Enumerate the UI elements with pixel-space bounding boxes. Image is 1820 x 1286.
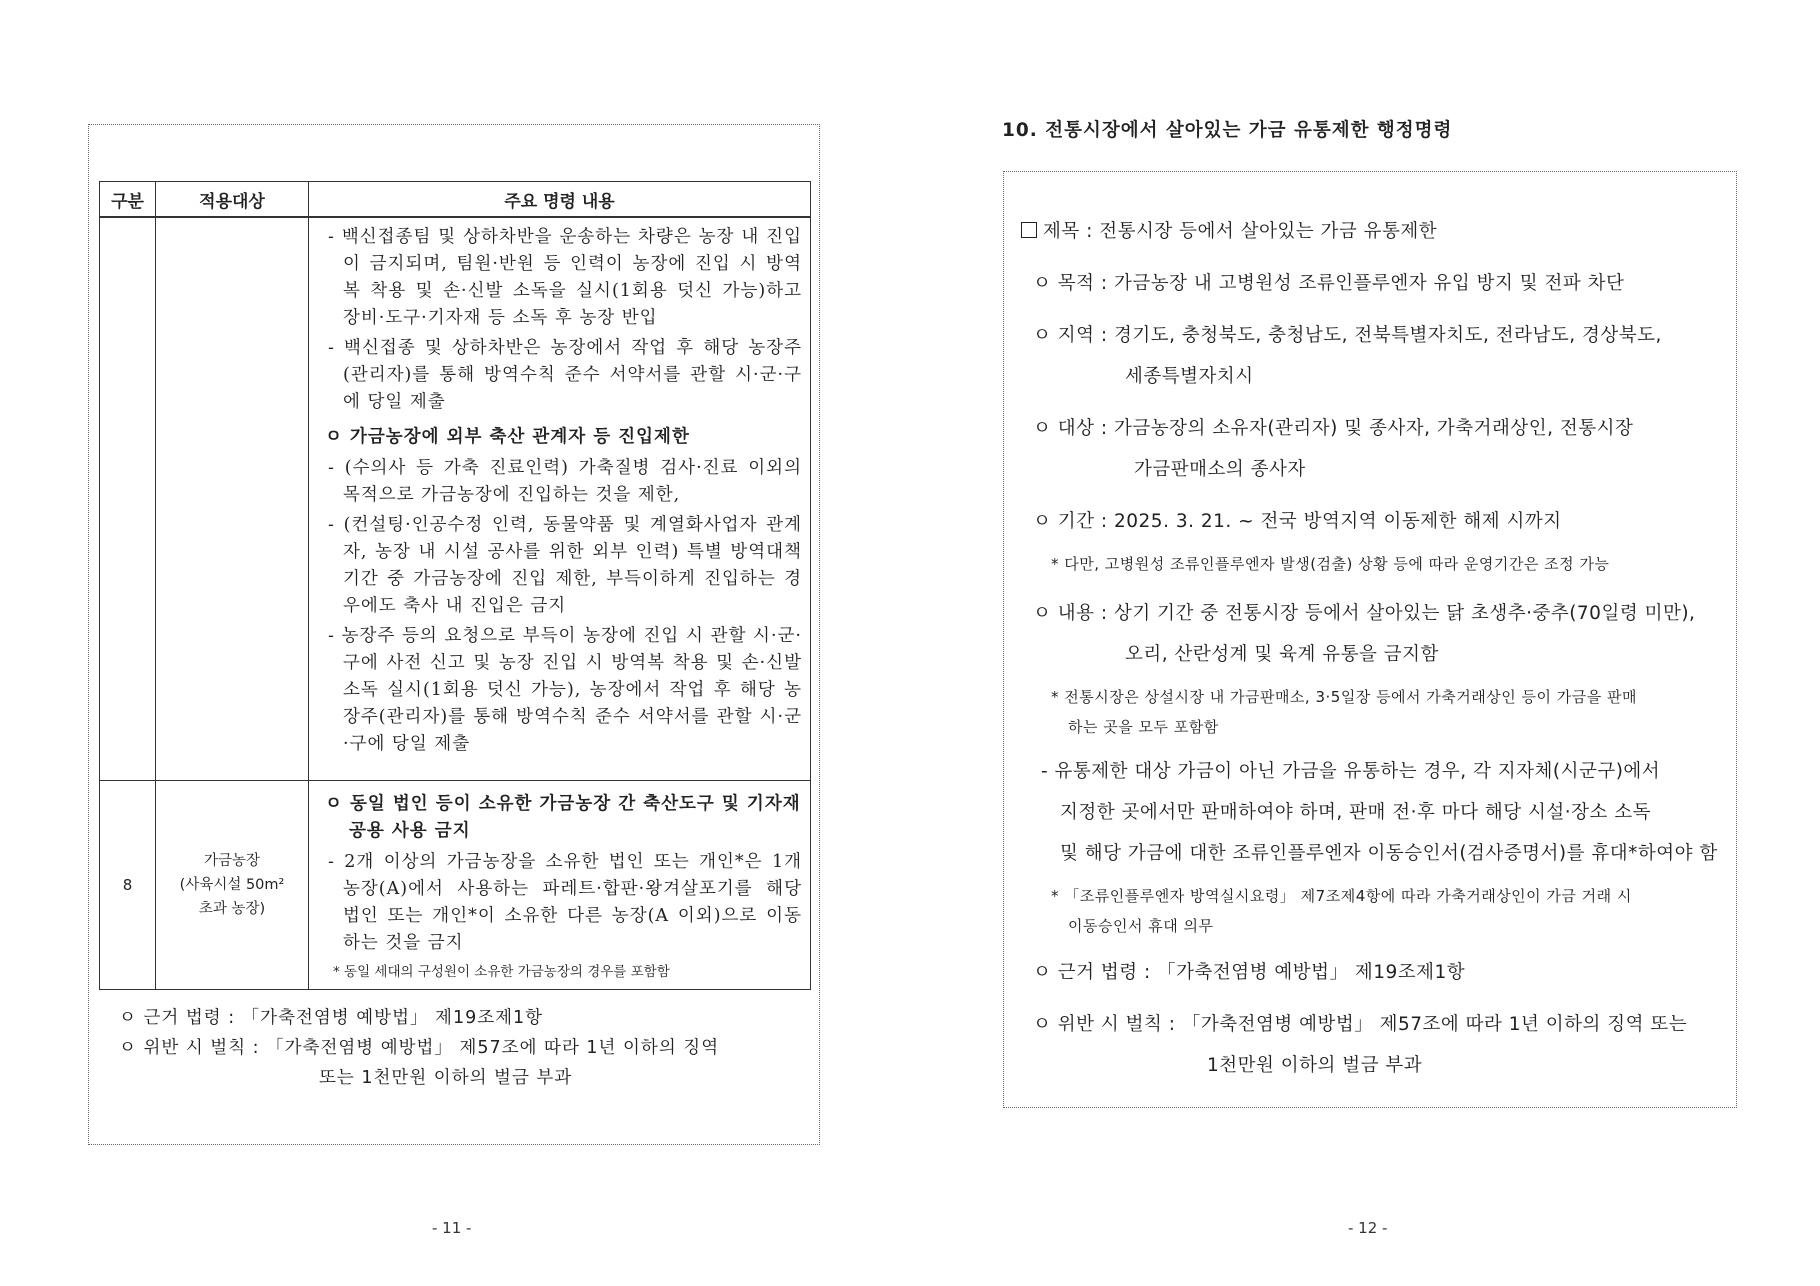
row8-footnote: * 동일 세대의 구성원이 소유한 가금농장의 경우를 포함함 — [333, 964, 670, 980]
cell-target-empty — [156, 217, 309, 781]
table-row-8 — [100, 781, 811, 990]
command-table — [99, 181, 811, 990]
left-footer-notes — [119, 1003, 799, 1093]
purpose-line: ㅇ 목적 : 가금농장 내 고병원성 조류인플루엔자 유입 방지 및 전파 차단 — [1033, 273, 1625, 294]
target-line: ㅇ 대상 : 가금농장의 소유자(관리자) 및 종사자, 가축거래상인, 전통시장 — [1033, 418, 1634, 439]
period-line: ㅇ 기간 : 2025. 3. 21. ~ 전국 방역지역 이동제한 해제 시까지 — [1033, 511, 1562, 532]
row8-target-line: 초과 농장) — [198, 901, 266, 917]
page-number-right: - 12 - — [1348, 1219, 1388, 1237]
row8-number: 8 — [100, 781, 156, 990]
right-page-frame — [1003, 171, 1737, 1108]
header-content: 주요 명령 내용 — [309, 182, 811, 218]
market-note-continued: 하는 곳을 모두 포함함 — [1068, 718, 1219, 736]
table-row-continued — [100, 217, 811, 781]
dash-item: - (컨설팅·인공수정 인력, 동물약품 및 계열화사업자 관계자, 농장 내 시설 공사를 위한 외부 인력) 특별 방역대책기간 중 가금농장에 진입 제한, 부득이하게 진입하는 경우에도 축사 내 진입은 금지 — [328, 515, 802, 616]
checkbox-square-icon — [1021, 222, 1037, 238]
dash-line-continued: 및 해당 가금에 대한 조류인플루엔자 이동승인서(검사증명서)를 휴대*하여야 함 — [1060, 843, 1718, 864]
penalty-line-continued: 또는 1천만원 이하의 벌금 부과 — [319, 1068, 573, 1088]
market-note: * 전통시장은 상설시장 내 가금판매소, 3·5일장 등에서 가축거래상인 등이 가금을 판매 — [1051, 688, 1637, 706]
row8-content — [309, 781, 811, 990]
page-number-left: - 11 - — [432, 1219, 472, 1237]
content-line-continued: 오리, 산란성계 및 육계 유통을 금지함 — [1125, 644, 1439, 665]
cell-content-continued — [309, 217, 811, 781]
period-note: * 다만, 고병원성 조류인플루엔자 발생(검출) 상황 등에 따라 운영기간은 조정 가능 — [1051, 555, 1610, 573]
row8-heading: ㅇ 동일 법인 등이 소유한 가금농장 간 축산도구 및 기자재 공용 사용 금지 — [325, 794, 801, 841]
header-target: 적용대상 — [156, 182, 309, 218]
dash-note: * 「조류인플루엔자 방역실시요령」 제7조제4항에 따라 가축거래상인이 가금 거래 시 — [1051, 887, 1632, 905]
row8-target — [156, 781, 309, 990]
content-line: ㅇ 내용 : 상기 기간 중 전통시장 등에서 살아있는 닭 초생추·중추(70일령 미만), — [1033, 603, 1696, 624]
dash-note-continued: 이동승인서 휴대 의무 — [1068, 917, 1214, 935]
target-line-continued: 가금판매소의 종사자 — [1134, 459, 1306, 480]
dash-line: - 유통제한 대상 가금이 아닌 가금을 유통하는 경우, 각 지자체(시군구)에서 — [1041, 761, 1661, 782]
legal-basis: ㅇ 근거 법령 : 「가축전염병 예방법」 제19조제1항 — [119, 1008, 544, 1028]
legal-basis: ㅇ 근거 법령 : 「가축전염병 예방법」 제19조제1항 — [1033, 962, 1466, 983]
region-line-continued: 세종특별자치시 — [1125, 366, 1254, 387]
dash-item: - 농장주 등의 요청으로 부득이 농장에 진입 시 관할 시·군·구에 사전 신고 및 농장 진입 시 방역복 착용 및 손·신발 소독 실시(1회용 덧신 가능), 농장에서 작업 후 해당 농장주(관리자)를 통해 방역수칙 준수 서약서를 관할 시·군·구에 당일 제출 — [328, 626, 802, 754]
cell-no-empty — [100, 217, 156, 781]
subject-line — [1021, 217, 1437, 243]
dash-item: - (수의사 등 가축 진료인력) 가축질병 검사·진료 이외의 목적으로 가금농장에 진입하는 것을 제한, — [328, 458, 802, 505]
dash-line-continued: 지정한 곳에서만 판매하여야 하며, 판매 전·후 마다 해당 시설·장소 소독 — [1060, 802, 1651, 823]
header-category: 구분 — [100, 182, 156, 218]
subject-text: 제목 : 전통시장 등에서 살아있는 가금 유통제한 — [1043, 221, 1438, 242]
dash-item: - 백신접종 및 상하차반은 농장에서 작업 후 해당 농장주(관리자)를 통해 방역수칙 준수 서약서를 관할 시·군·구에 당일 제출 — [328, 338, 802, 412]
left-page-frame — [88, 124, 820, 1145]
row8-dash: - 2개 이상의 가금농장을 소유한 법인 또는 개인*은 1개 농장(A)에서 사용하는 파레트·합판·왕겨살포기를 해당 법인 또는 개인*이 소유한 다른 농장(A 이외)으로 이동하는 것을 금지 — [328, 852, 802, 953]
table-header-row — [100, 182, 811, 218]
penalty-line: ㅇ 위반 시 벌칙 : 「가축전염병 예방법」 제57조에 따라 1년 이하의 징역 — [119, 1038, 720, 1058]
row8-target-line: (사육시설 50m² — [179, 877, 285, 893]
subheading: ㅇ 가금농장에 외부 축산 관계자 등 진입제한 — [325, 427, 690, 447]
row8-target-line: 가금농장 — [203, 853, 261, 869]
right-page-title: 10. 전통시장에서 살아있는 가금 유통제한 행정명령 — [1002, 120, 1453, 141]
penalty-line-continued: 1천만원 이하의 벌금 부과 — [1207, 1055, 1423, 1076]
region-line: ㅇ 지역 : 경기도, 충청북도, 충청남도, 전북특별자치도, 전라남도, 경상북도, — [1033, 325, 1662, 346]
dash-item: - 백신접종팀 및 상하차반을 운송하는 차량은 농장 내 진입이 금지되며, 팀원·반원 등 인력이 농장에 진입 시 방역복 착용 및 손·신발 소독을 실시(1회용 덧신 가능)하고 장비·도구·기자재 등 소독 후 농장 반입 — [328, 227, 802, 328]
penalty-line: ㅇ 위반 시 벌칙 : 「가축전염병 예방법」 제57조에 따라 1년 이하의 징역 또는 — [1033, 1014, 1688, 1035]
